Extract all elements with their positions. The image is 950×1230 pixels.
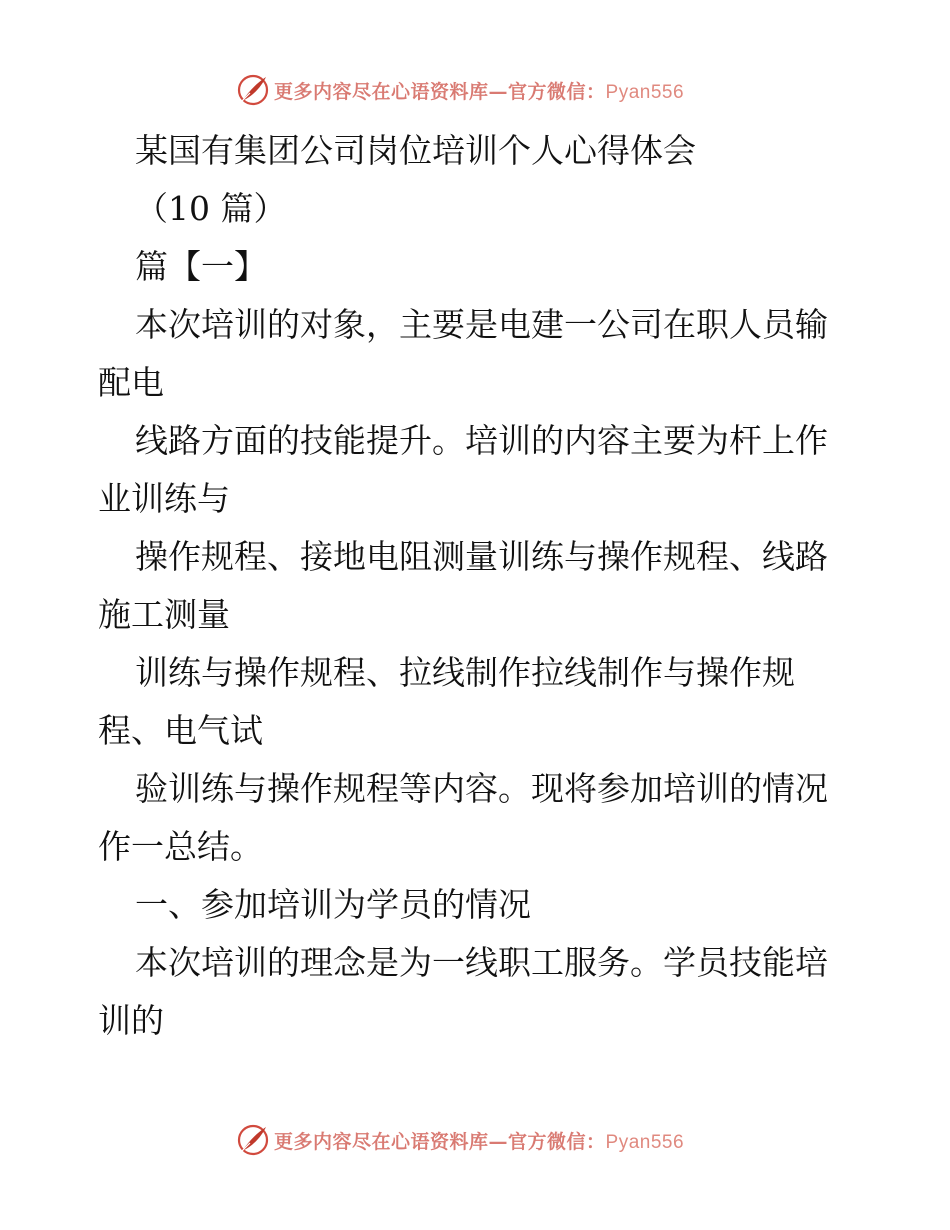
paragraph-line: 本次培训的对象，主要是电建一公司在职人员输 <box>135 305 828 344</box>
paragraph-line: 操作规程、接地电阻测量训练与操作规程、线路 <box>135 537 828 576</box>
paragraph-line: 程、电气试 <box>98 711 263 750</box>
paragraph-line: 业训练与 <box>98 479 230 518</box>
document-body <box>98 122 858 1050</box>
paragraph-line: 本次培训的理念是为一线职工服务。学员技能培 <box>135 943 828 982</box>
paragraph-line: 配电 <box>98 363 164 402</box>
paragraph-line: 线路方面的技能提升。培训的内容主要为杆上作 <box>135 421 828 460</box>
subsection-heading: 一、参加培训为学员的情况 <box>135 885 531 924</box>
section-heading: 篇【一】 <box>135 247 267 286</box>
watermark-text: 更多内容尽在心语资料库—官方微信：Pyan556 <box>274 1130 685 1153</box>
watermark-text: 更多内容尽在心语资料库—官方微信：Pyan556 <box>274 80 685 103</box>
paragraph-line: 作一总结。 <box>98 827 263 866</box>
paragraph-line: 训练与操作规程、拉线制作拉线制作与操作规 <box>135 653 795 692</box>
quill-pen-circle-icon <box>236 1123 270 1157</box>
paragraph-line: 训的 <box>98 1001 164 1040</box>
watermark-header <box>236 72 684 108</box>
quill-pen-circle-icon <box>236 73 270 107</box>
doc-title-line-2: （10 篇） <box>135 189 287 228</box>
watermark-footer <box>236 1122 684 1158</box>
doc-title-line-1: 某国有集团公司岗位培训个人心得体会 <box>135 131 696 170</box>
paragraph-line: 施工测量 <box>98 595 230 634</box>
paragraph-line: 验训练与操作规程等内容。现将参加培训的情况 <box>135 769 828 808</box>
wechat-id: Pyan556 <box>605 81 685 103</box>
wechat-id: Pyan556 <box>605 1131 685 1153</box>
